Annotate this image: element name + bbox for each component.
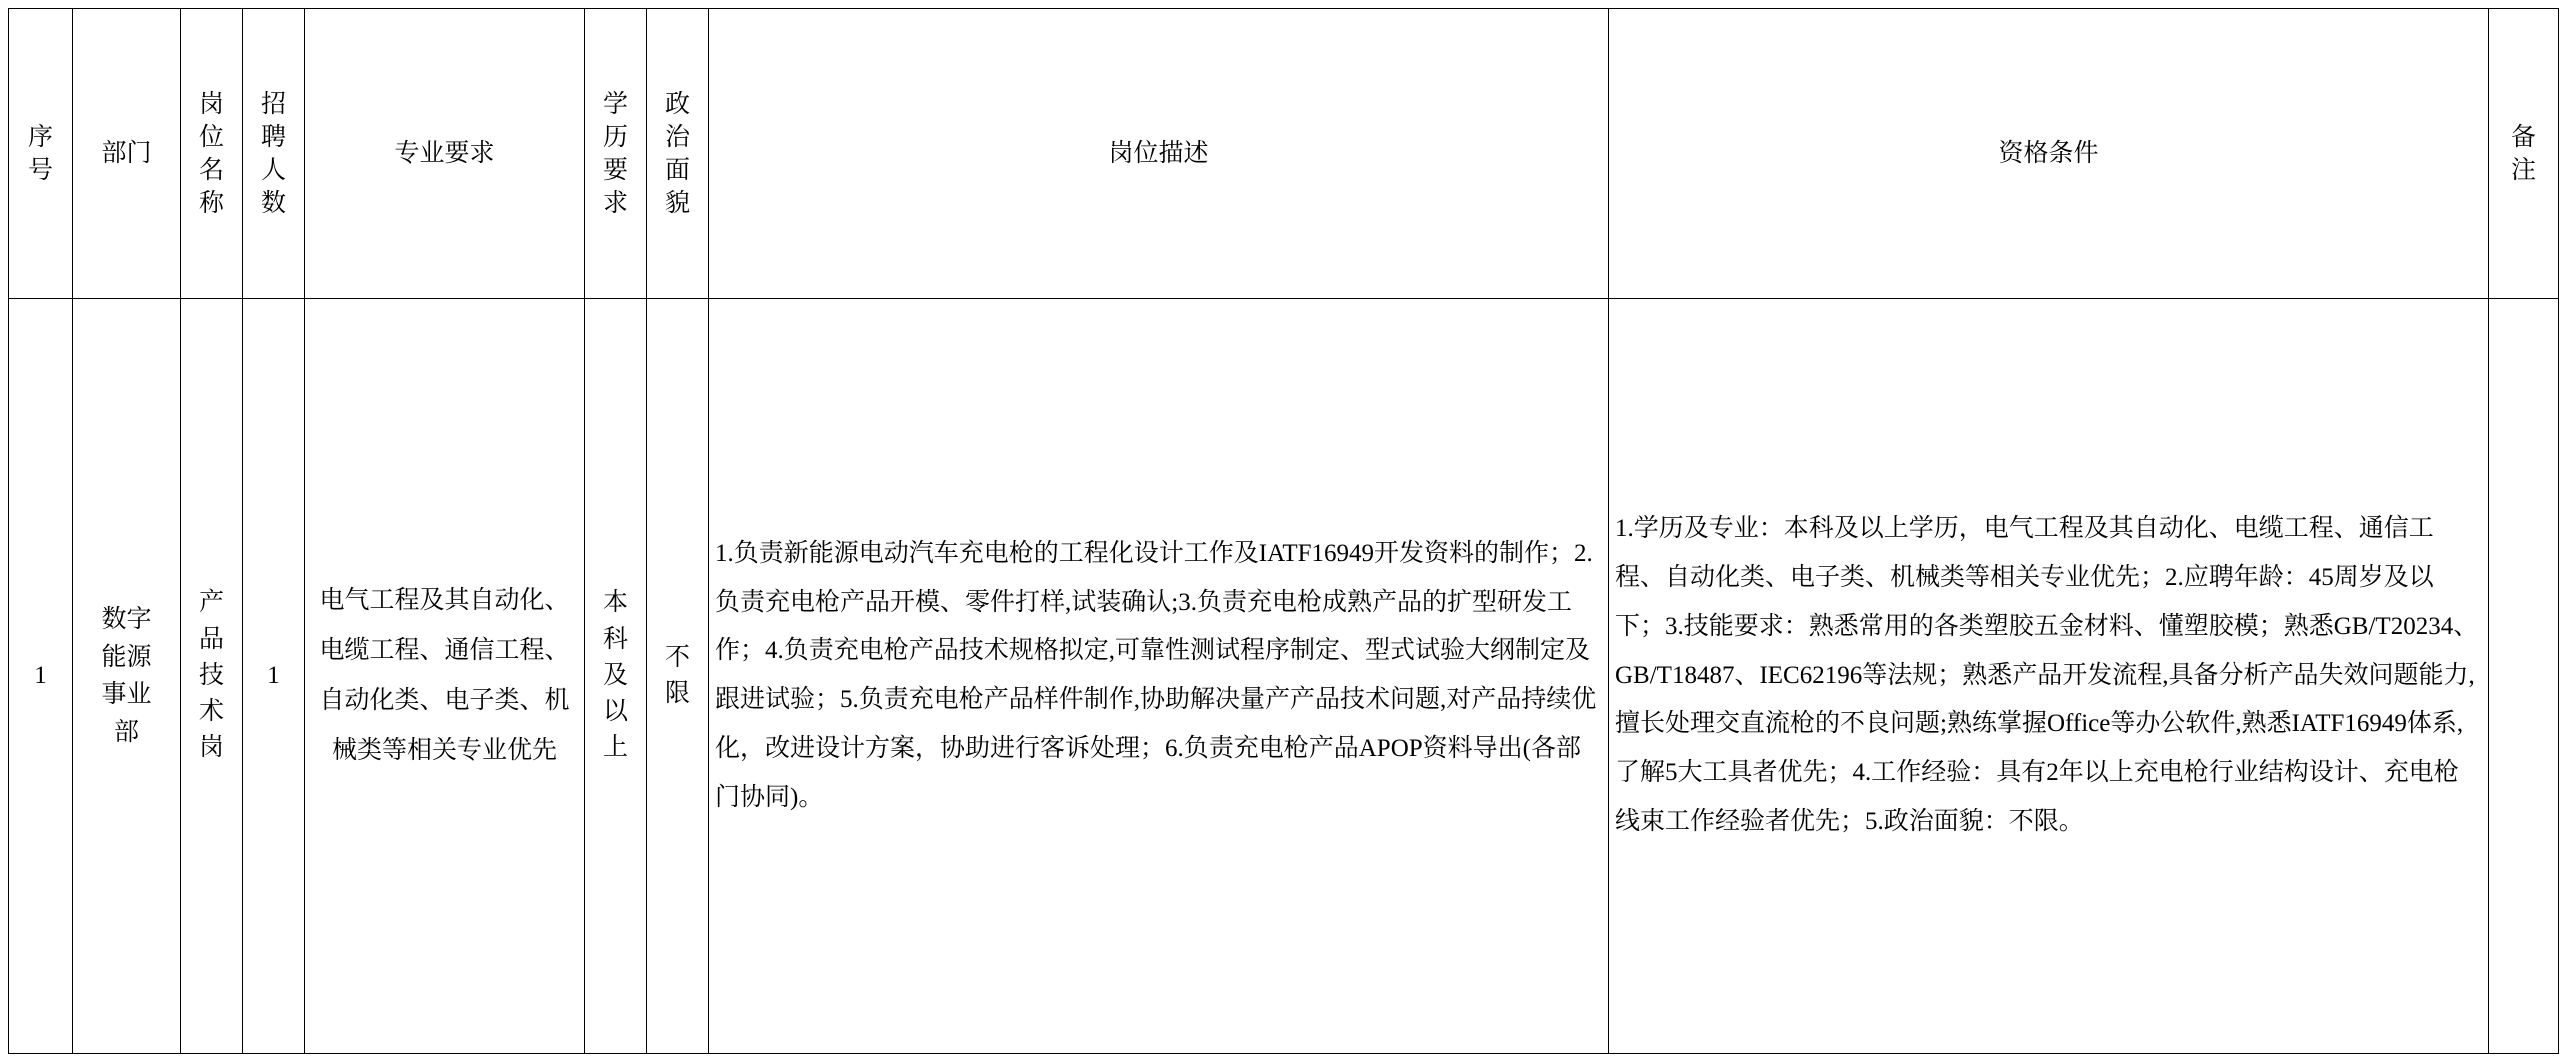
cell-political [647, 299, 709, 1054]
row-post-value: 产品技术岗 [198, 589, 224, 762]
cell-dept [73, 299, 181, 1054]
cell-count [243, 299, 305, 1054]
header-cell-qualification [1609, 9, 2489, 299]
header-cell-seq [9, 9, 73, 299]
header-label-qualification: 资格条件 [1998, 140, 2099, 167]
header-cell-political [647, 9, 709, 299]
row-education-value: 本科及以上 [602, 589, 628, 762]
row-seq-value: 1 [34, 661, 47, 689]
header-label-dept: 部门 [101, 140, 152, 167]
row-count-value: 1 [267, 661, 280, 689]
header-cell-count [243, 9, 305, 299]
header-label-seq: 序号 [27, 123, 53, 184]
header-cell-remark [2489, 9, 2559, 299]
header-cell-description [709, 9, 1609, 299]
header-cell-education [585, 9, 647, 299]
header-label-count: 招聘人数 [260, 90, 286, 217]
cell-qualification [1609, 299, 2489, 1054]
table-body [9, 299, 2559, 1054]
cell-seq [9, 299, 73, 1054]
cell-major [305, 299, 585, 1054]
recruitment-table [8, 8, 2559, 1054]
table-header-row [9, 9, 2559, 299]
header-label-post: 岗位名称 [198, 90, 224, 217]
row-major-value: 电气工程及其自动化、电缆工程、通信工程、自动化类、电子类、机械类等相关专业优先 [319, 587, 570, 764]
table-row [9, 299, 2559, 1054]
header-cell-dept [73, 9, 181, 299]
header-label-political: 政治面貌 [664, 90, 690, 217]
header-label-description: 岗位描述 [1108, 140, 1209, 167]
header-cell-post [181, 9, 243, 299]
header-cell-major [305, 9, 585, 299]
cell-post [181, 299, 243, 1054]
cell-description [709, 299, 1609, 1054]
header-label-remark: 备注 [2510, 123, 2536, 184]
cell-remark [2489, 299, 2559, 1054]
row-description-value: 1.负责新能源电动汽车充电枪的工程化设计工作及IATF16949开发资料的制作；2.负责充电枪产品开模、零件打样,试装确认;3.负责充电枪成熟产品的扩型研发工作；4.负责充电枪产品技术规格拟定,可靠性测试程序制定、型式试验大纲制定及跟进试验；5.负责充电枪产品样件制作,协助解决量产产品技术问题,对产品持续优化，改进设计方案，协助进行客诉处理；6.负责充电枪产品APOP资料导出(各部门协同)。 [715, 539, 1597, 811]
cell-education [585, 299, 647, 1054]
header-label-major: 专业要求 [394, 140, 495, 167]
row-political-value: 不限 [664, 643, 690, 707]
header-label-education: 学历要求 [602, 90, 628, 217]
row-qualification-value: 1.学历及专业：本科及以上学历，电气工程及其自动化、电缆工程、通信工程、自动化类、电子类、机械类等相关专业优先；2.应聘年龄：45周岁及以下；3.技能要求：熟悉常用的各类塑胶五金材料、懂塑胶模；熟悉GB/T20234、GB/T18487、IEC62196等法规；熟悉产品开发流程,具备分析产品失效问题能力,擅长处理交直流枪的不良问题;熟练掌握Office等办公软件,熟悉IATF16949体系,了解5大工具者优先；4.工作经验：具有2年以上充电枪行业结构设计、充电枪线束工作经验者优先；5.政治面貌：不限。 [1615, 515, 2479, 835]
row-dept-value: 数字能源事业部 [101, 606, 152, 746]
table-header [9, 9, 2559, 299]
